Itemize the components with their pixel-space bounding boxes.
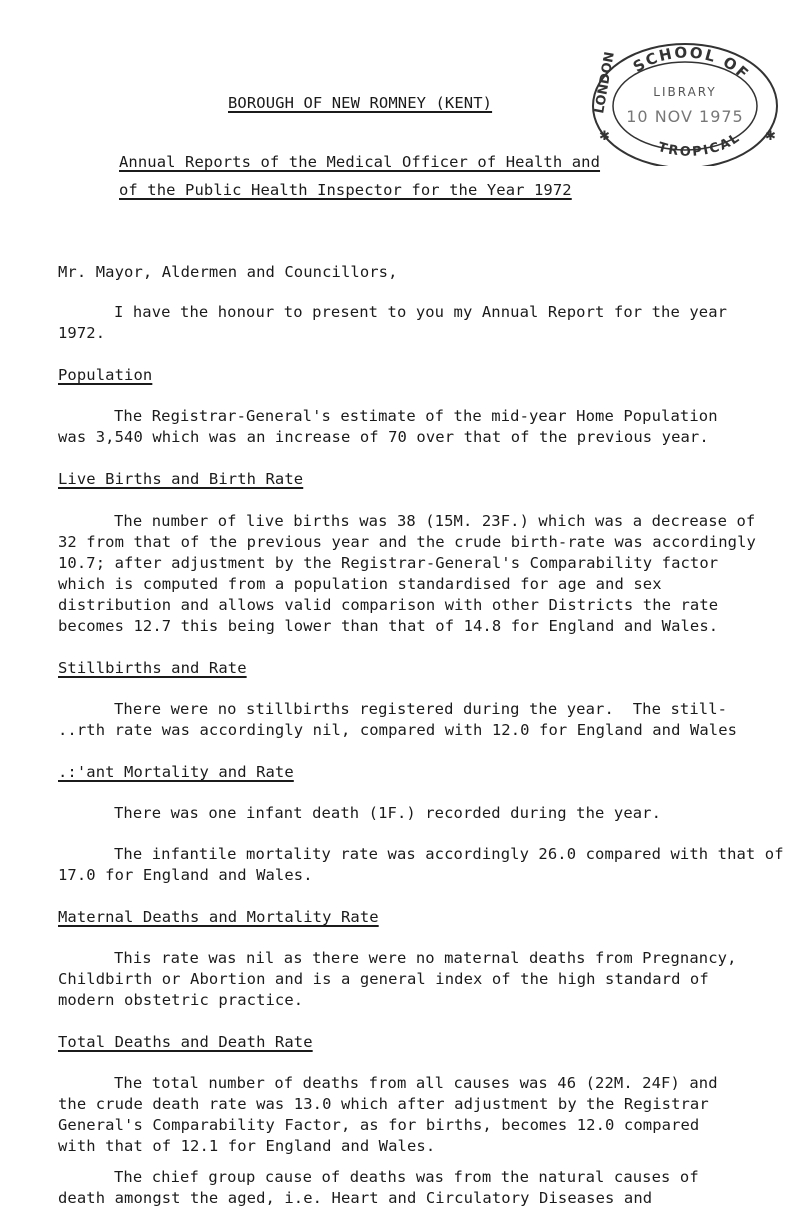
stamp-star-right-icon: ✱ bbox=[765, 129, 776, 144]
stamp-top-text: SCHOOL OF bbox=[629, 43, 754, 84]
stillbirths-heading: Stillbirths and Rate bbox=[58, 659, 247, 677]
population-heading: Population bbox=[58, 366, 153, 384]
stamp-star-left-icon: ✱ bbox=[599, 129, 610, 144]
live-births-line-5: distribution and allows valid comparison with other Districts the rate bbox=[58, 596, 719, 614]
infant-mortality-heading: .:'ant Mortality and Rate bbox=[58, 763, 294, 781]
live-births-line-2: 32 from that of the previous year and the crude birth-rate was accordingly bbox=[58, 533, 756, 551]
maternal-heading: Maternal Deaths and Mortality Rate bbox=[58, 908, 379, 926]
live-births-heading: Live Births and Birth Rate bbox=[58, 470, 304, 488]
stamp-left-text: LONDON bbox=[592, 50, 618, 115]
live-births-line-4: which is computed from a population standardised for age and sex bbox=[58, 575, 662, 593]
total-deaths-line-6: death amongst the aged, i.e. Heart and Circulatory Diseases and bbox=[58, 1189, 653, 1207]
live-births-line-3: 10.7; after adjustment by the Registrar-General's Comparability factor bbox=[58, 554, 719, 572]
infant-line-1: There was one infant death (1F.) recorded during the year. bbox=[114, 804, 662, 822]
intro-line-1: I have the honour to present to you my Annual Report for the year bbox=[114, 303, 728, 321]
infant-line-2: The infantile mortality rate was accordingly 26.0 compared with that of bbox=[114, 845, 784, 863]
stamp-date-text: 10 NOV 1975 bbox=[626, 107, 744, 126]
borough-heading: BOROUGH OF NEW ROMNEY (KENT) bbox=[228, 94, 493, 112]
population-line-2: was 3,540 which was an increase of 70 over that of the previous year. bbox=[58, 428, 709, 446]
maternal-line-1: This rate was nil as there were no maternal deaths from Pregnancy, bbox=[114, 949, 737, 967]
maternal-line-3: modern obstetric practice. bbox=[58, 991, 304, 1009]
stillbirths-line-2: ..rth rate was accordingly nil, compared with 12.0 for England and Wales bbox=[58, 721, 738, 739]
stamp-bottom-text: TROPICAL bbox=[656, 130, 744, 160]
population-line-1: The Registrar-General's estimate of the mid-year Home Population bbox=[114, 407, 718, 425]
maternal-line-2: Childbirth or Abortion and is a general index of the high standard of bbox=[58, 970, 709, 988]
total-deaths-line-2: the crude death rate was 13.0 which after adjustment by the Registrar bbox=[58, 1095, 709, 1113]
library-stamp bbox=[585, 36, 785, 166]
salutation: Mr. Mayor, Aldermen and Councillors, bbox=[58, 263, 398, 281]
infant-line-3: 17.0 for England and Wales. bbox=[58, 866, 313, 884]
stillbirths-line-1: There were no stillbirths registered during the year. The still- bbox=[114, 700, 728, 718]
stamp-library-text: LIBRARY bbox=[653, 85, 717, 99]
total-deaths-heading: Total Deaths and Death Rate bbox=[58, 1033, 313, 1051]
live-births-line-6: becomes 12.7 this being lower than that of 14.8 for England and Wales. bbox=[58, 617, 719, 635]
live-births-line-1: The number of live births was 38 (15M. 23F.) which was a decrease of bbox=[114, 512, 756, 530]
svg-text:TROPICAL bbox=[656, 130, 744, 160]
total-deaths-line-4: with that of 12.1 for England and Wales. bbox=[58, 1137, 436, 1155]
total-deaths-line-3: General's Comparability Factor, as for births, becomes 12.0 compared bbox=[58, 1116, 700, 1134]
report-title-line2: of the Public Health Inspector for the Year 1972 bbox=[119, 181, 572, 199]
total-deaths-line-1: The total number of deaths from all causes was 46 (22M. 24F) and bbox=[114, 1074, 718, 1092]
total-deaths-line-5: The chief group cause of deaths was from the natural causes of bbox=[114, 1168, 699, 1186]
intro-line-2: 1972. bbox=[58, 324, 106, 342]
report-title-line1: Annual Reports of the Medical Officer of Health and bbox=[119, 153, 601, 171]
